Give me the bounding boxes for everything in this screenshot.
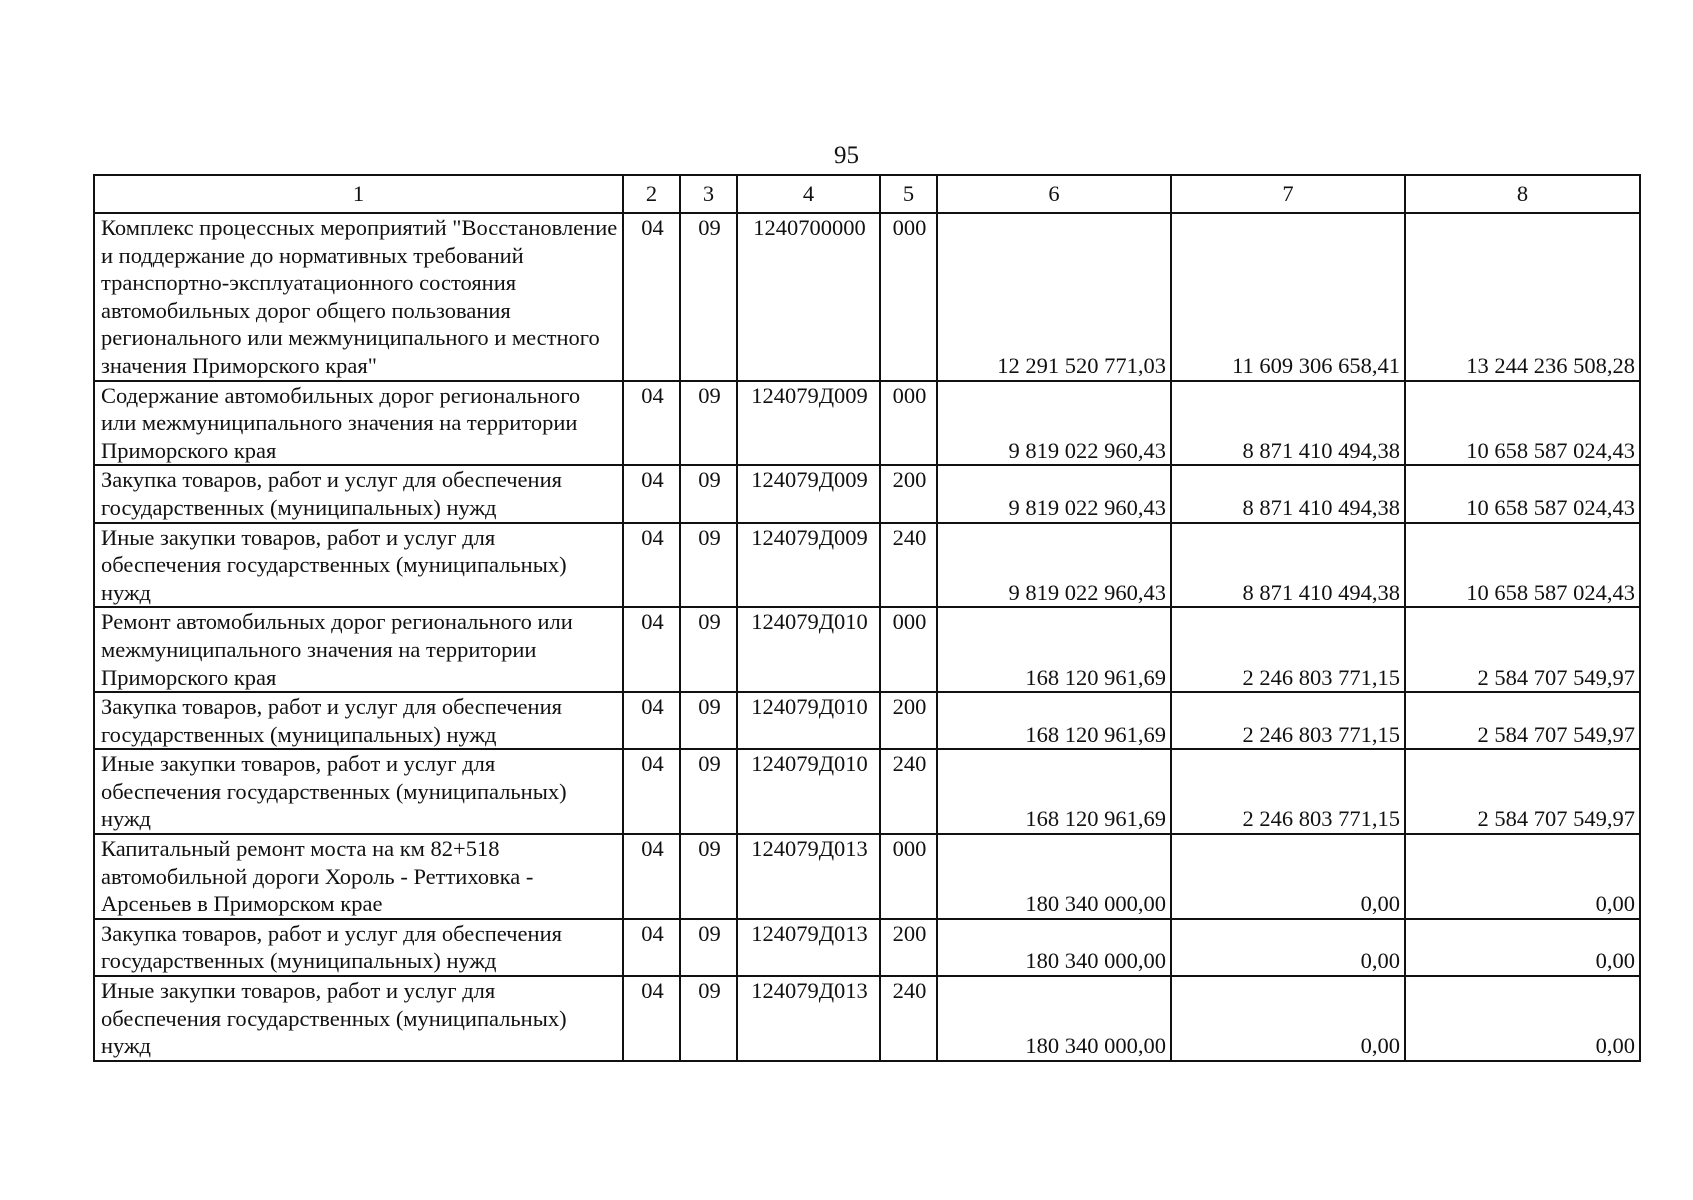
row-amount-3: 2 584 707 549,97 <box>1405 692 1640 749</box>
row-amount-1: 180 340 000,00 <box>937 976 1171 1061</box>
row-target-article: 124079Д009 <box>737 523 880 608</box>
table-row <box>94 465 1640 522</box>
row-name: Ремонт автомобильных дорог регионального или межмуниципального значения на территории Приморского края <box>94 607 623 692</box>
page-number: 95 <box>834 142 859 169</box>
row-subsection: 09 <box>680 213 737 381</box>
row-expense-type: 240 <box>880 976 937 1061</box>
row-target-article: 124079Д009 <box>737 465 880 522</box>
row-section: 04 <box>623 607 680 692</box>
row-amount-1: 9 819 022 960,43 <box>937 381 1171 466</box>
row-name: Закупка товаров, работ и услуг для обеспечения государственных (муниципальных) нужд <box>94 919 623 976</box>
table-row <box>94 213 1640 381</box>
row-amount-2: 0,00 <box>1171 834 1405 919</box>
row-amount-3: 13 244 236 508,28 <box>1405 213 1640 381</box>
row-section: 04 <box>623 919 680 976</box>
row-name: Закупка товаров, работ и услуг для обеспечения государственных (муниципальных) нужд <box>94 465 623 522</box>
row-amount-2: 0,00 <box>1171 976 1405 1061</box>
row-name: Иные закупки товаров, работ и услуг для обеспечения государственных (муниципальных) нужд <box>94 976 623 1061</box>
header-cell: 3 <box>680 175 737 213</box>
row-amount-1: 168 120 961,69 <box>937 749 1171 834</box>
row-amount-2: 11 609 306 658,41 <box>1171 213 1405 381</box>
row-name: Содержание автомобильных дорог регионального или межмуниципального значения на территории Приморского края <box>94 381 623 466</box>
row-target-article: 124079Д013 <box>737 976 880 1061</box>
row-section: 04 <box>623 834 680 919</box>
row-section: 04 <box>623 381 680 466</box>
row-amount-3: 2 584 707 549,97 <box>1405 749 1640 834</box>
row-subsection: 09 <box>680 607 737 692</box>
row-section: 04 <box>623 465 680 522</box>
row-amount-1: 180 340 000,00 <box>937 834 1171 919</box>
header-row <box>94 175 1640 213</box>
row-amount-1: 9 819 022 960,43 <box>937 523 1171 608</box>
row-name: Комплекс процессных мероприятий "Восстановление и поддержание до нормативных требований транспортно-эксплуатационного состояния автомобильных дорог общего пользования регионального или межмуниципального и местного значения Приморского края" <box>94 213 623 381</box>
row-target-article: 124079Д013 <box>737 919 880 976</box>
row-amount-3: 10 658 587 024,43 <box>1405 381 1640 466</box>
row-amount-1: 168 120 961,69 <box>937 607 1171 692</box>
row-expense-type: 000 <box>880 834 937 919</box>
row-subsection: 09 <box>680 834 737 919</box>
row-target-article: 124079Д013 <box>737 834 880 919</box>
table-row <box>94 523 1640 608</box>
row-amount-3: 0,00 <box>1405 919 1640 976</box>
row-amount-2: 2 246 803 771,15 <box>1171 692 1405 749</box>
table-row <box>94 749 1640 834</box>
row-name: Закупка товаров, работ и услуг для обеспечения государственных (муниципальных) нужд <box>94 692 623 749</box>
row-name: Иные закупки товаров, работ и услуг для обеспечения государственных (муниципальных) нужд <box>94 749 623 834</box>
row-amount-2: 0,00 <box>1171 919 1405 976</box>
row-amount-2: 8 871 410 494,38 <box>1171 465 1405 522</box>
row-expense-type: 000 <box>880 381 937 466</box>
row-amount-3: 0,00 <box>1405 834 1640 919</box>
row-expense-type: 000 <box>880 607 937 692</box>
row-amount-1: 168 120 961,69 <box>937 692 1171 749</box>
row-amount-2: 8 871 410 494,38 <box>1171 523 1405 608</box>
row-amount-3: 0,00 <box>1405 976 1640 1061</box>
row-target-article: 124079Д010 <box>737 692 880 749</box>
row-amount-2: 2 246 803 771,15 <box>1171 749 1405 834</box>
table-row <box>94 919 1640 976</box>
row-expense-type: 200 <box>880 692 937 749</box>
row-amount-3: 10 658 587 024,43 <box>1405 465 1640 522</box>
header-cell: 8 <box>1405 175 1640 213</box>
row-name: Иные закупки товаров, работ и услуг для обеспечения государственных (муниципальных) нужд <box>94 523 623 608</box>
header-cell: 6 <box>937 175 1171 213</box>
row-subsection: 09 <box>680 523 737 608</box>
row-subsection: 09 <box>680 976 737 1061</box>
row-amount-2: 2 246 803 771,15 <box>1171 607 1405 692</box>
row-subsection: 09 <box>680 692 737 749</box>
header-cell: 4 <box>737 175 880 213</box>
row-amount-3: 2 584 707 549,97 <box>1405 607 1640 692</box>
row-target-article: 124079Д010 <box>737 607 880 692</box>
budget-table <box>93 174 1641 1062</box>
row-subsection: 09 <box>680 749 737 834</box>
table-row <box>94 834 1640 919</box>
table-row <box>94 607 1640 692</box>
row-amount-2: 8 871 410 494,38 <box>1171 381 1405 466</box>
header-cell: 7 <box>1171 175 1405 213</box>
row-name: Капитальный ремонт моста на км 82+518 автомобильной дороги Хороль - Реттиховка - Арсеньев в Приморском крае <box>94 834 623 919</box>
row-subsection: 09 <box>680 465 737 522</box>
row-section: 04 <box>623 523 680 608</box>
row-amount-1: 9 819 022 960,43 <box>937 465 1171 522</box>
row-target-article: 124079Д010 <box>737 749 880 834</box>
row-target-article: 1240700000 <box>737 213 880 381</box>
row-subsection: 09 <box>680 381 737 466</box>
row-expense-type: 200 <box>880 465 937 522</box>
row-subsection: 09 <box>680 919 737 976</box>
row-expense-type: 000 <box>880 213 937 381</box>
row-amount-1: 12 291 520 771,03 <box>937 213 1171 381</box>
row-target-article: 124079Д009 <box>737 381 880 466</box>
header-cell: 5 <box>880 175 937 213</box>
table-row <box>94 381 1640 466</box>
row-amount-3: 10 658 587 024,43 <box>1405 523 1640 608</box>
header-cell: 1 <box>94 175 623 213</box>
row-expense-type: 240 <box>880 523 937 608</box>
row-section: 04 <box>623 976 680 1061</box>
row-section: 04 <box>623 692 680 749</box>
row-section: 04 <box>623 749 680 834</box>
row-section: 04 <box>623 213 680 381</box>
row-expense-type: 200 <box>880 919 937 976</box>
table-row <box>94 692 1640 749</box>
row-expense-type: 240 <box>880 749 937 834</box>
row-amount-1: 180 340 000,00 <box>937 919 1171 976</box>
header-cell: 2 <box>623 175 680 213</box>
table-row <box>94 976 1640 1061</box>
